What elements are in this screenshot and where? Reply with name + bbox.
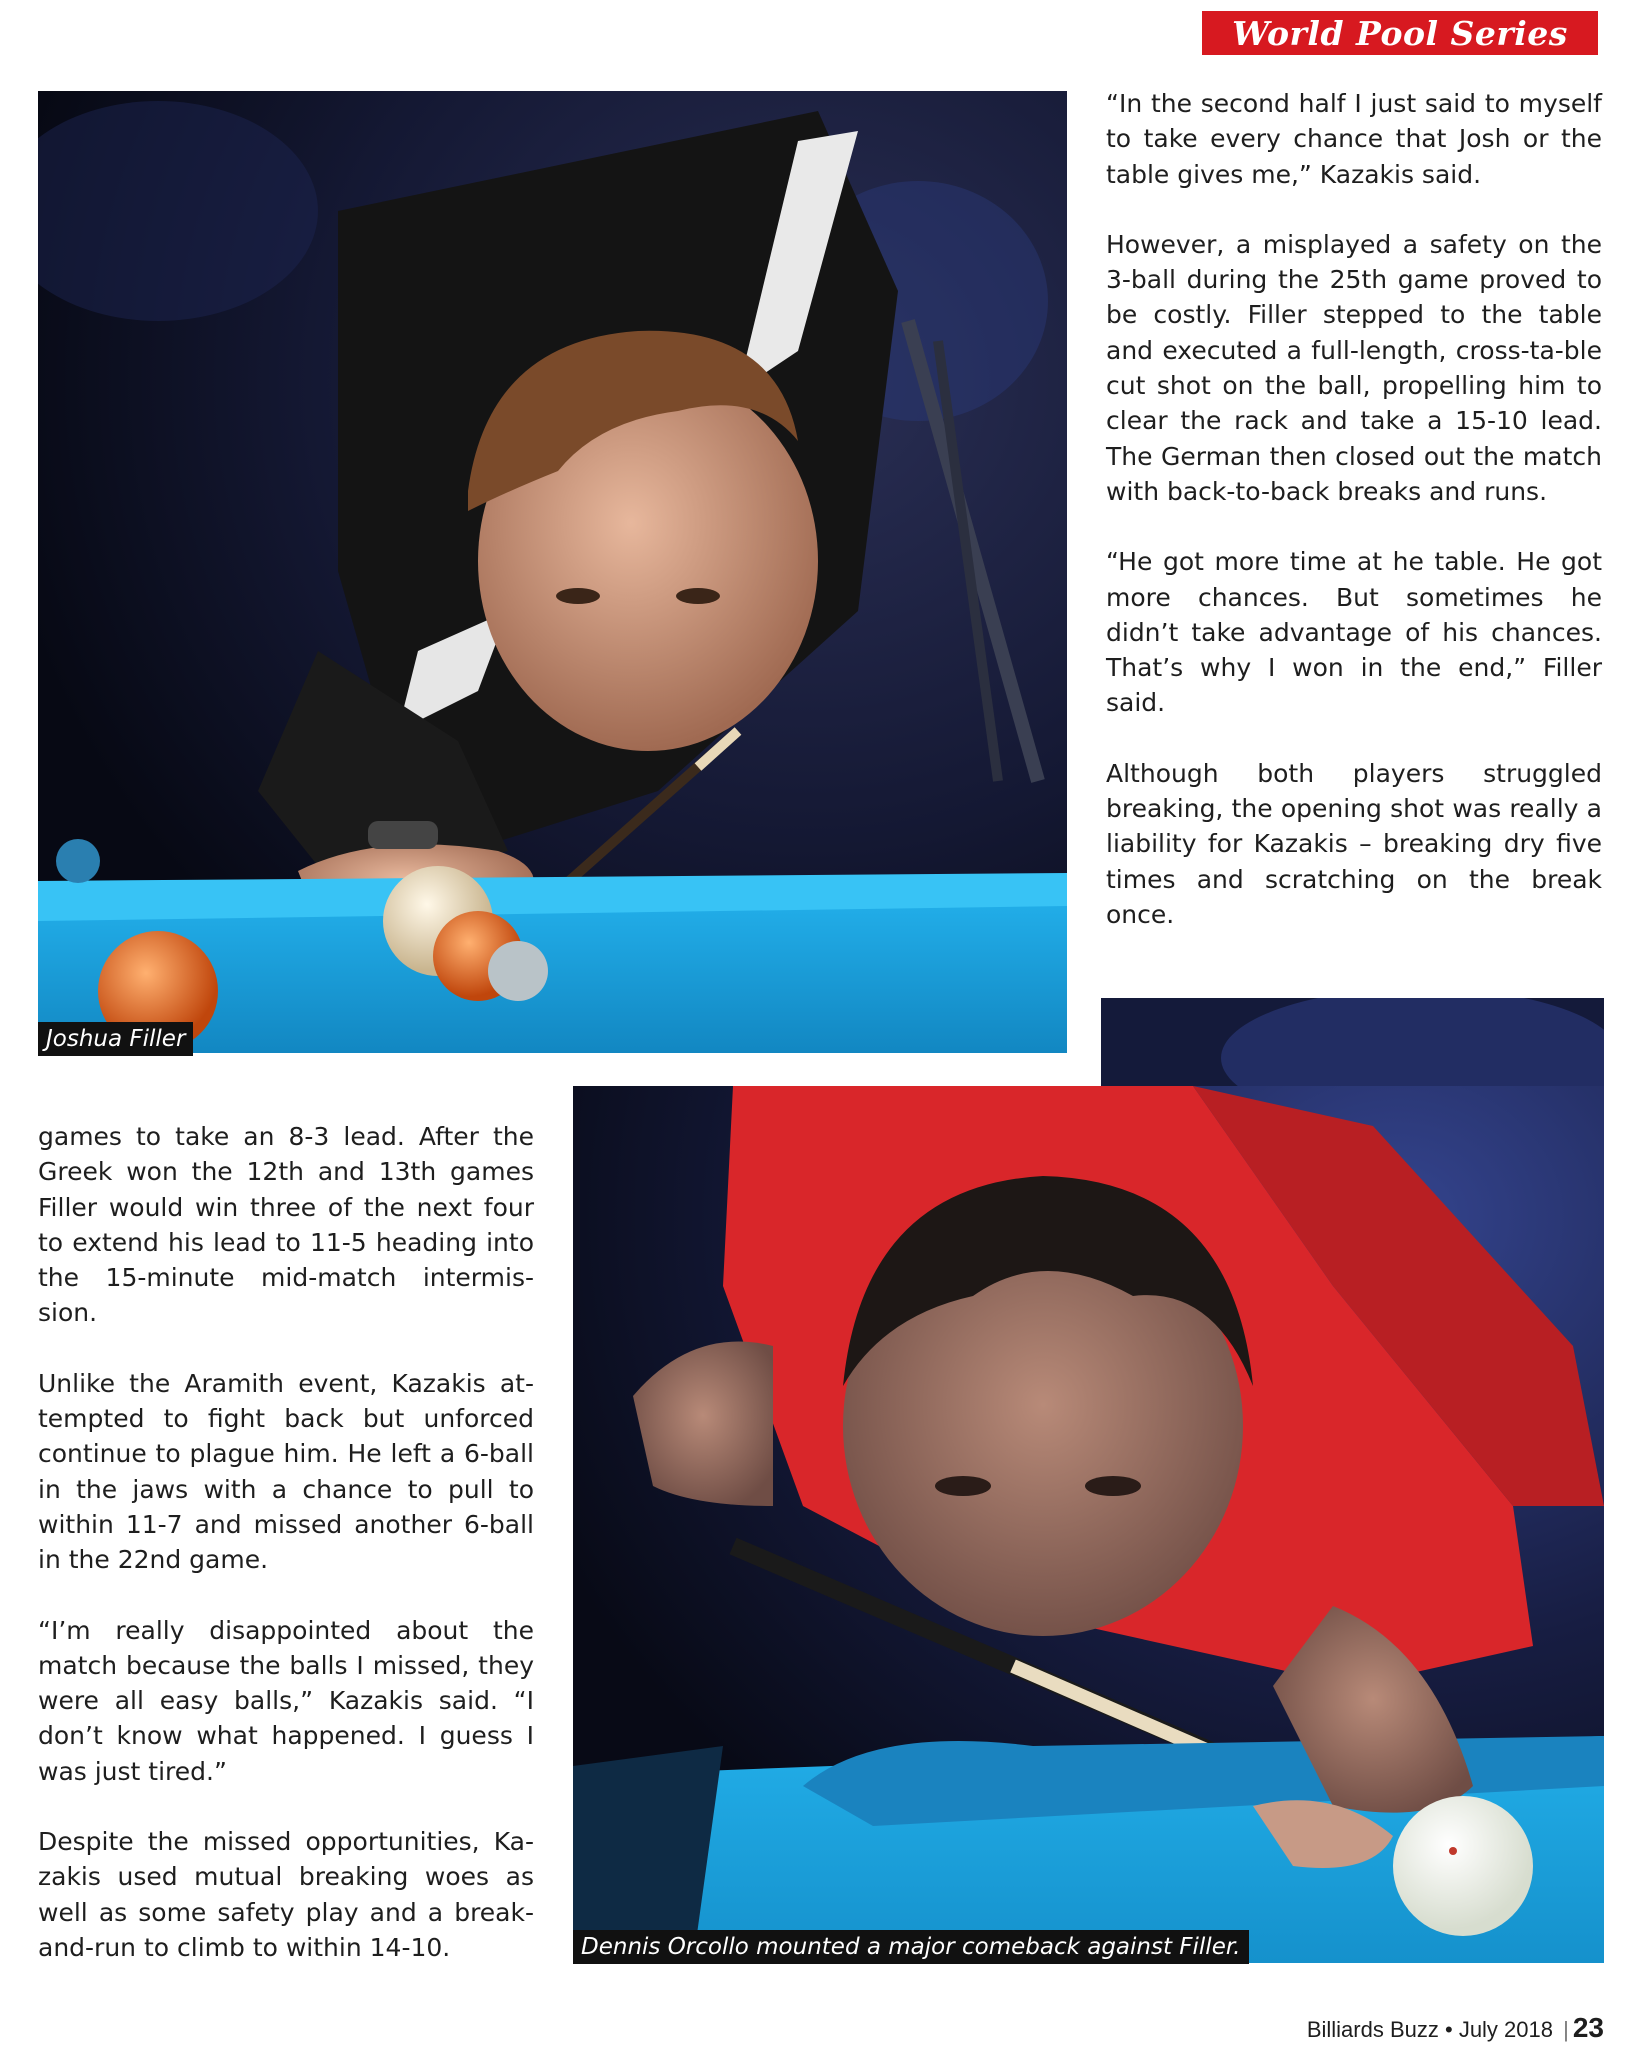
- article-paragraph: “I’m really disappointed about the match because the balls I missed, they were all easy balls,” Kazakis said. “I don’t know what happened. I guess I was just tired.”: [38, 1615, 534, 1786]
- series-label: World Pool Series: [1232, 13, 1568, 53]
- article-paragraph: Although both players struggled breaking, the opening shot was really a liability for Kazakis – breaking dry five times and scratching on the break once.: [1106, 758, 1602, 929]
- article-paragraph: “He got more time at he table. He got more chances. But sometimes he didn’t take advantage of his chances. That’s why I won in the end,” Filler said.: [1106, 547, 1602, 718]
- article-paragraph: Unlike the Aramith event, Kazakis at-tempted to fight back but unforced continue to plague him. He left a 6-ball in the jaws with a chance to pull to within 11-7 and missed another 6-ball in the 22nd game.: [38, 1368, 534, 1575]
- article-paragraph: “In the second half I just said to myself to take every chance that Josh or the table gives me,” Kazakis said.: [1106, 89, 1602, 189]
- footer-bullet: •: [1444, 2017, 1453, 2042]
- photo-caption: Joshua Filler: [38, 1022, 193, 1056]
- footer-separator: |: [1563, 2017, 1569, 2042]
- article-paragraph: Despite the missed opportunities, Ka-zakis used mutual breaking woes as well as some safety play and a break-and-run to climb to within 14-10.: [38, 1827, 534, 1962]
- photo-dennis-orcollo: [573, 1086, 1604, 1963]
- page-footer: [1307, 2012, 1604, 2044]
- series-banner: [1202, 11, 1598, 55]
- article-paragraph: games to take an 8-3 lead. After the Greek won the 12th and 13th games Filler would win three of the next four to extend his lead to 11-5 heading into the 15-minute mid-match intermis-sion.: [38, 1122, 534, 1328]
- photo-joshua-filler: [38, 91, 1067, 1053]
- photo-orcollo-top-extension: [1101, 998, 1604, 1088]
- article-column-right: [1106, 86, 1602, 967]
- article-column-left: [38, 1119, 534, 2000]
- publication-name: Billiards Buzz: [1306, 2017, 1439, 2042]
- page-number: 23: [1572, 2012, 1604, 2043]
- article-paragraph: However, a misplayed a safety on the 3-ball during the 25th game proved to be costly. Filler stepped to the table and executed a full-length, cross-ta-ble cut shot on the ball, propelling him to clear the rack and take a 15-10 lead. The German then closed out the match with back-to-back breaks and runs.: [1106, 229, 1602, 506]
- issue-date: July 2018: [1458, 2017, 1553, 2042]
- photo-caption: Dennis Orcollo mounted a major comeback against Filler.: [573, 1930, 1249, 1964]
